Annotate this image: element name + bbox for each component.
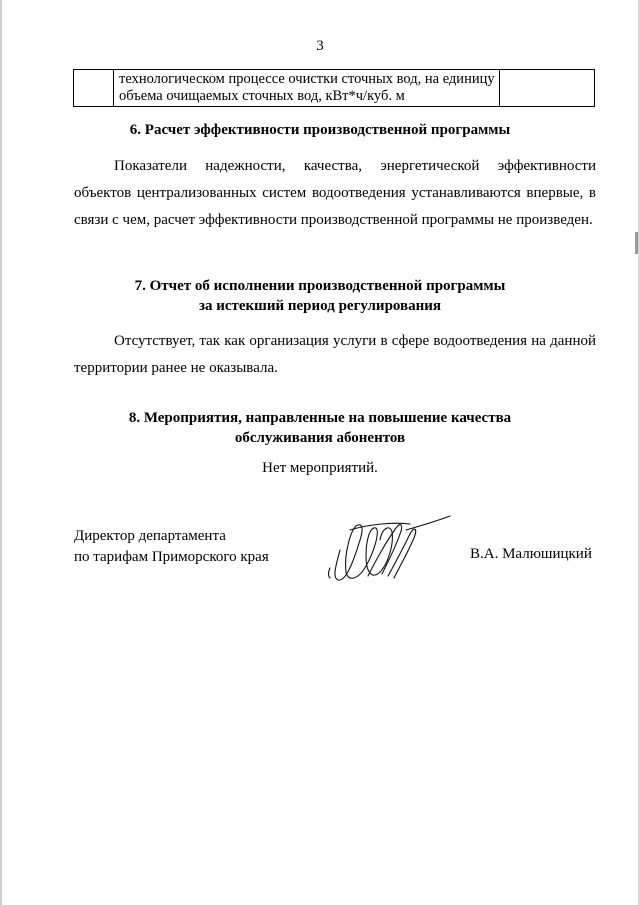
signatory-position	[74, 526, 269, 568]
table-fragment	[73, 69, 595, 107]
section-7-body: Отсутствует, так как организация услуги в сфере водоотведения на данной территории ранее не оказывала.	[74, 333, 596, 376]
table-cell-number	[74, 70, 114, 107]
signatory-name: В.А. Малюшицкий	[470, 546, 592, 562]
section-6-heading: 6. Расчет эффективности производственной программы	[129, 122, 511, 138]
table-cell-value	[500, 70, 595, 107]
section-7-heading-line-1: 7. Отчет об исполнении производственной программы	[134, 278, 506, 294]
position-line-1: Директор департамента	[74, 528, 226, 544]
scan-mark	[635, 232, 638, 254]
position-line-2: по тарифам Приморского края	[74, 549, 269, 565]
handwritten-signature	[310, 510, 460, 590]
section-7-heading-line-2: за истекший период регулирования	[198, 298, 442, 314]
section-8-heading-line-1: 8. Мероприятия, направленные на повышение качества	[128, 410, 512, 426]
section-8-heading-line-2: обслуживания абонентов	[234, 430, 406, 446]
table-row	[74, 70, 595, 107]
section-8-body: Нет мероприятий.	[262, 460, 378, 476]
indicator-line-2: объема очищаемых сточных вод, кВт*ч/куб. м	[119, 88, 405, 104]
page-number: 3	[316, 38, 324, 54]
indicator-line-1: технологическом процессе очистки сточных вод, на единицу	[119, 71, 495, 87]
section-6-body: Показатели надежности, качества, энергетической эффективности объектов централизованных систем водоотведения устанавливаются впервые, в связи с чем, расчет эффективности производственной программы не произведен.	[74, 158, 596, 228]
table-cell-indicator	[114, 70, 500, 107]
